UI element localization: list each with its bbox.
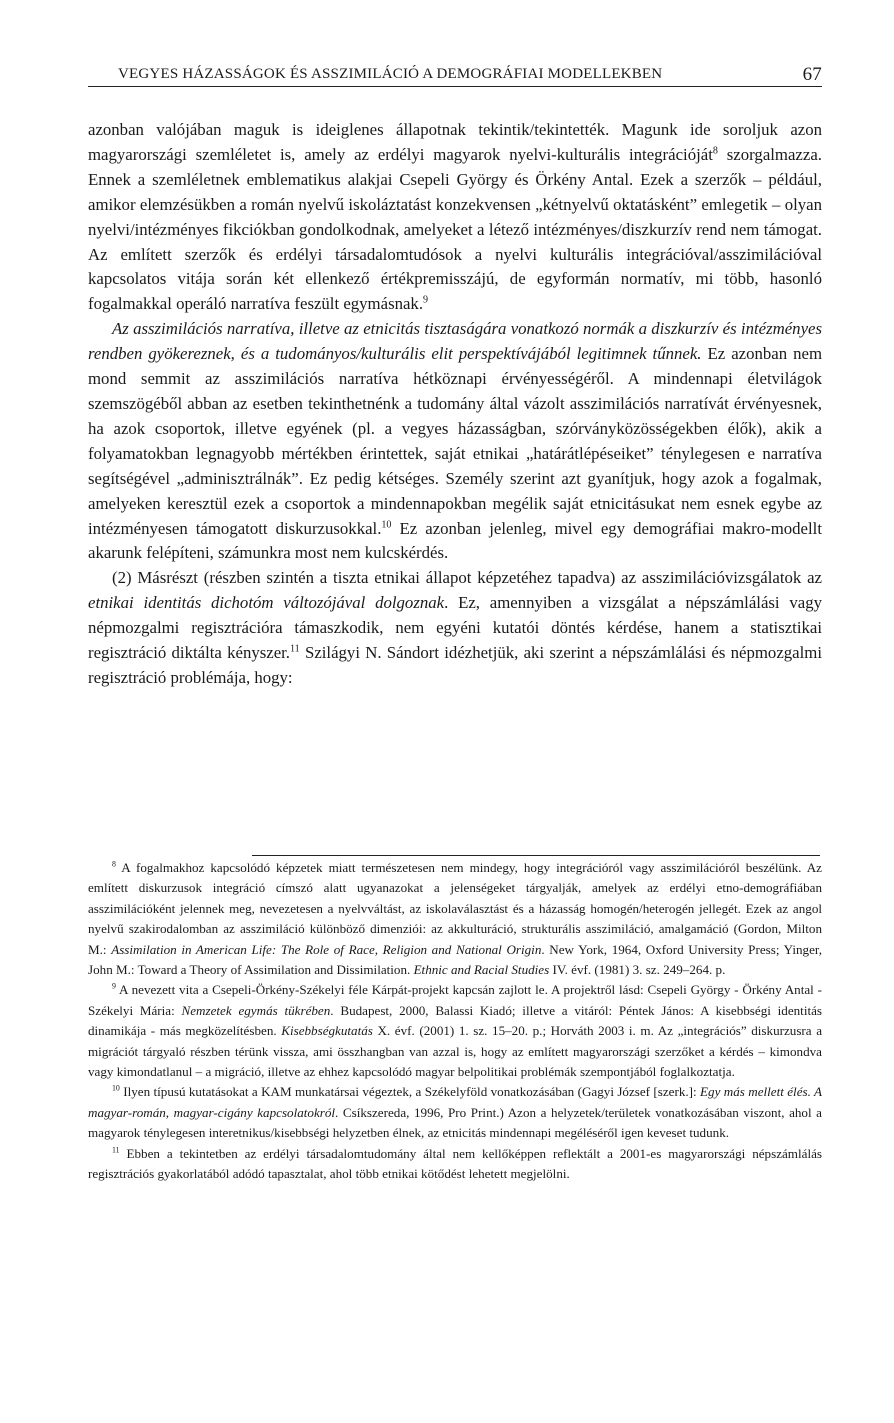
italic-term: etnikai identitás dichotóm változójával dolgoznak xyxy=(88,593,445,613)
paragraph-2: Az asszimilációs narratíva, illetve az etnicitás tisztaságára vonatkozó normák a diszkurzív és intézményes rendben gyökereznek, és a tudományos/kulturális elit perspektívájából legitimnek tűnnek. Ez azonban nem mond semmit az asszimilációs narratíva hétköznapi érvényességéről. A mindennapi életvilágok szemszögéből abban az esetben tekinthetnénk a tudomány által vázolt asszimilációs narratívát érvényesnek, ha azok csoportok, illetve egyének (pl. a vegyes házasságban, szórványközösségekben élők), akik a folyamatokban legnagyobb mértékben érintettek, saját etnikai „határátlépéseiket” ténylegesen e narratíva segítségével „adminisztrálnák”. Ez pedig kétséges. Személy szerint azt gyanítjuk, hogy azok a fogalmak, amelyeken keresztül ezek a csoportok a mindennapokban megélik saját etnicitásukat nem esnek egybe az intézményesen támogatott diskurzusokkal.$^{10}$ Ez azonban jelenleg, mivel egy demográfiai makro-modellt akarunk felépíteni, számunkra most nem kulcskérdés. xyxy=(88,319,822,563)
footnote-ref-8: 8 xyxy=(712,145,718,157)
footnote-9: $^9$ A nevezett vita a Csepeli-Örkény-Székelyi féle Kárpát-projekt kapcsán zajlott le. A projektről lásd: Csepeli György - Örkény Antal - Székelyi Mária: Nemzetek egymás tükrében. Budapest, 2000, Balassi Kiadó; illetve a vitáról: Péntek János: A kisebbségi identitás dinamikája - más megközelítésben. Kisebbségkutatás X. évf. (2001) 1. sz. 15–20. p.; Horváth 2003 i. m. Az „integrációs” diskurzusra a migrációt tárgyaló részben térünk vissza, ami összhangban van azzal is, hogy az említett magyarországi szerzőket a kérdés – kimondva vagy kimondatlanul – a migráció, illetve az ehhez kapcsolódó magyar belpolitikai problémák szempontjából foglalkoztatja. xyxy=(88,982,822,1080)
italic-thesis: Az asszimilációs narratíva, illetve az etnicitás tisztaságára vonatkozó normák a diszkurzív és intézményes rendben gyökereznek, és a tudományos/kulturális elit perspektívájából legitimnek tűnnek. xyxy=(88,319,822,364)
footnote-ref-9: 9 xyxy=(423,294,429,306)
footnotes xyxy=(88,858,822,1185)
page-number: 67 xyxy=(802,64,822,85)
running-title: VEGYES HÁZASSÁGOK ÉS ASSZIMILÁCIÓ A DEMOGRÁFIAI MODELLEKBEN xyxy=(118,66,663,82)
footnote-11: $^{11}$ Ebben a tekintetben az erdélyi társadalomtudomány által nem kellőképpen reflektált a 2001-es magyarországi népszámlálás regisztrációs gyakorlatából adódó tapasztalat, ahol több etnikai kötődést lehetett megjelölni. xyxy=(88,1145,822,1182)
footnote-8: $^8$ A fogalmakhoz kapcsolódó képzetek miatt természetesen nem mindegy, hogy integrációról vagy asszimilációról beszélünk. Az említett diskurzusok integráció címszó alatt ugyanazokat a jelenségeket tárgyalják, amelyek az erdélyi etno-demográfiában asszimilációként jelennek meg, nevezetesen a nyelvváltást, az iskolaválasztást és a házasság homogén/heterogén jellegét. Ezek az angol nyelvű szakirodalomban az asszimiláció különböző dimenziói: az akkulturáció, strukturális asszimiláció, amalgamáció (Gordon, Milton M.: Assimilation in American Life: The Role of Race, Religion and National Origin. New York, 1964, Oxford University Press; Yinger, John M.: Toward a Theory of Assimilation and Dissimilation. Ethnic and Racial Studies IV. évf. (1981) 3. sz. 249–264. p. xyxy=(88,859,823,978)
paragraph-1: azonban valójában maguk is ideiglenes állapotnak tekintik/tekintették. Magunk ide soroljuk azon magyarországi szemléletet is, amely az erdélyi magyarok nyelvi-kulturális integrációját$^8$ szorgalmazza. Ennek a szemléletnek emblematikus alakjai Csepeli György és Örkény Antal. Ezek a szerzők – például, amikor elemzésükben a román nyelvű iskoláztatást konzekvensen „kétnyelvű oktatásként” emlegetik – olyan nyelvi/intézményes fikciókban gondolkodnak, amelyeket a létező intézményes/diszkurzív rend nem támogat. Az említett szerzők és erdélyi társadalomtudósok a nyelvi kulturális integrációval/asszimilációval kapcsolatos vitája során két ellenkező értékpremisszájú, de egyformán normatív, mi több, hasonló fogalmakkal operáló narratíva feszült egymásnak.$^9$ xyxy=(88,120,822,314)
footnote-ref-11: 11 xyxy=(290,643,300,655)
footnote-ref-10: 10 xyxy=(381,518,392,530)
running-header xyxy=(88,66,822,87)
footnote-divider xyxy=(252,855,820,856)
main-text xyxy=(88,118,822,691)
footnote-10: $^{10}$ Ilyen típusú kutatásokat a KAM munkatársai végeztek, a Székelyföld vonatkozásában (Gagyi József [szerk.]: Egy más mellett élés. A magyar-román, magyar-cigány kapcsolatokról. Csíkszereda, 1996, Pro Print.) Azon a helyzetek/területek vonatkozásában viszont, ahol a magyarok ténylegesen interetnikus/kisebbségi helyzetben élnek, az etnicitás mindennapi megéléséről igen keveset tudunk. xyxy=(88,1084,822,1141)
paragraph-3: (2) Másrészt (részben szintén a tiszta etnikai állapot képzetéhez tapadva) az asszimilációvizsgálatok az etnikai identitás dichotóm változójával dolgoznak. Ez, amennyiben a vizsgálat a népszámlálási vagy népmozgalmi regisztrációra támaszkodik, nem egyéni kutatói döntés kérdése, hanem a statisztikai regisztráció diktálta kényszer.$^{11}$ Szilágyi N. Sándort idézhetjük, aki szerint a népszámlálási és népmozgalmi regisztráció problémája, hogy: xyxy=(88,568,822,687)
